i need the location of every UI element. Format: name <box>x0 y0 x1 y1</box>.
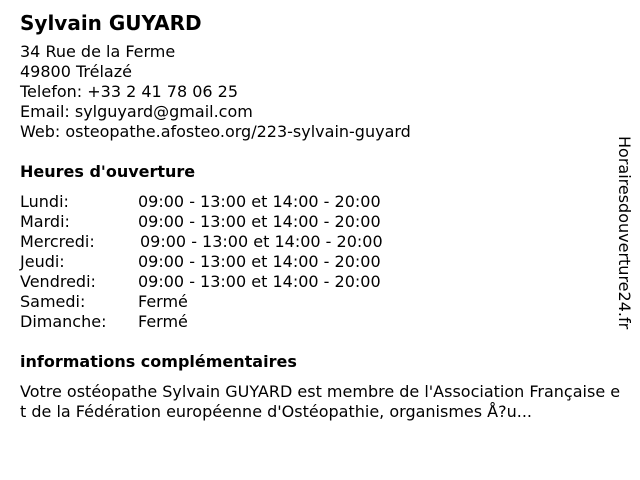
hours-row-wednesday <box>20 232 620 252</box>
city-postcode: 49800 Trélazé <box>20 62 132 81</box>
day-label: Mercredi: <box>20 232 95 251</box>
day-label: Lundi: <box>20 192 69 211</box>
hours-row-thursday <box>20 252 620 272</box>
hours-row-monday <box>20 192 620 212</box>
business-name: Sylvain GUYARD <box>20 11 202 35</box>
hours-row-saturday <box>20 292 620 312</box>
street-address: 34 Rue de la Ferme <box>20 42 176 61</box>
site-watermark: Horairesdouverture24.fr <box>615 136 634 330</box>
day-hours: Fermé <box>138 292 188 311</box>
hours-row-sunday <box>20 312 620 332</box>
opening-hours-heading: Heures d'ouverture <box>20 162 196 181</box>
day-label: Mardi: <box>20 212 70 231</box>
day-label: Samedi: <box>20 292 86 311</box>
additional-info-heading: informations complémentaires <box>20 352 297 371</box>
website-link[interactable]: Web: osteopathe.afosteo.org/223-sylvain-guyard <box>20 122 411 141</box>
additional-info-text: Votre ostéopathe Sylvain GUYARD est membre de l'Association Française et de la Fédération européenne d'Ostéopathie, organismes Å?u... <box>20 382 621 421</box>
day-hours: 09:00 - 13:00 et 14:00 - 20:00 <box>138 272 381 291</box>
day-hours: 09:00 - 13:00 et 14:00 - 20:00 <box>140 232 383 251</box>
day-hours: 09:00 - 13:00 et 14:00 - 20:00 <box>138 212 381 231</box>
email-address[interactable]: Email: sylguyard@gmail.com <box>20 102 253 121</box>
phone-number[interactable]: Telefon: +33 2 41 78 06 25 <box>20 82 239 101</box>
business-card <box>20 10 620 422</box>
day-label: Vendredi: <box>20 272 96 291</box>
day-hours: Fermé <box>138 312 188 331</box>
day-hours: 09:00 - 13:00 et 14:00 - 20:00 <box>138 192 381 211</box>
day-label: Jeudi: <box>20 252 65 271</box>
hours-row-tuesday <box>20 212 620 232</box>
hours-row-friday <box>20 272 620 292</box>
day-hours: 09:00 - 13:00 et 14:00 - 20:00 <box>138 252 381 271</box>
opening-hours-table <box>20 192 620 332</box>
day-label: Dimanche: <box>20 312 107 331</box>
